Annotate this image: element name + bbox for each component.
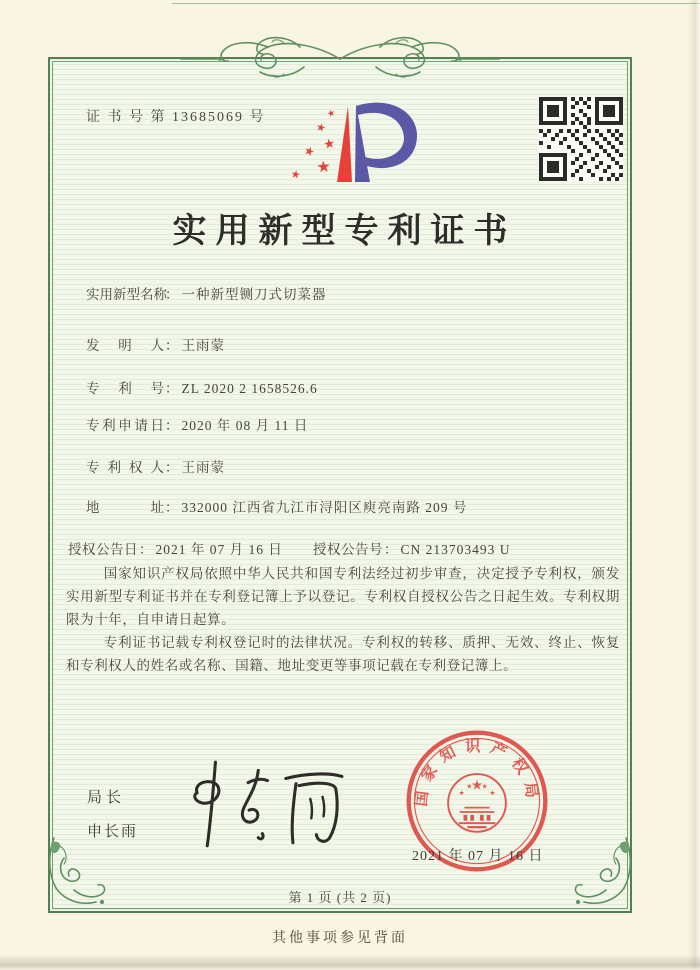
- field-label: 授权公告日: [68, 542, 138, 557]
- svg-text:★: ★: [322, 136, 337, 153]
- national-emblem-icon: [448, 774, 506, 832]
- field-colon: ：: [165, 500, 179, 515]
- top-flourish-ornament: [180, 34, 500, 84]
- svg-text:★: ★: [466, 782, 473, 791]
- field-value: 332000 江西省九江市浔阳区庾亮南路 209 号: [181, 500, 468, 515]
- logo-stars: [290, 108, 337, 182]
- field-row: [86, 496, 467, 516]
- field-colon: ：: [165, 381, 179, 396]
- logo-p-emblem: [337, 103, 417, 182]
- field-label: 专利号: [86, 381, 164, 396]
- body-paragraph: 国家知识产权局依照中华人民共和国专利法经过初步审查，决定授予专利权，颁发实用新型专利证书并在专利登记簿上予以登记。专利权自授权公告之日起生效。专利权期限为十年，自申请日起算。: [66, 566, 620, 627]
- certificate-title: 实用新型专利证书: [172, 213, 517, 250]
- field-label: 实用新型名称: [86, 287, 167, 302]
- field-label: 专利权人: [86, 460, 164, 475]
- svg-text:★: ★: [458, 789, 465, 798]
- field-row: [86, 283, 327, 303]
- seal-date: 2021 年 07 月 16 日: [412, 849, 544, 864]
- svg-text:★: ★: [315, 156, 332, 177]
- field-label: 专利申请日: [86, 418, 164, 433]
- svg-text:★: ★: [314, 120, 328, 136]
- svg-text:★: ★: [301, 142, 317, 160]
- director-signature: [180, 752, 360, 854]
- paper-right-edge: [688, 0, 700, 970]
- qr-code: [539, 97, 623, 181]
- footer-note: 其他事项参见背面: [272, 931, 408, 946]
- director-name: 申长雨: [87, 824, 139, 840]
- cnipa-logo-icon: [282, 100, 432, 200]
- field-value: CN 213703493 U: [400, 542, 511, 557]
- field-value: 一种新型铡刀式切菜器: [181, 287, 327, 302]
- svg-text:★: ★: [289, 167, 302, 182]
- field-row: [86, 414, 308, 434]
- page-indicator: 第 1 页 (共 2 页): [288, 890, 392, 905]
- paper-bottom-edge: [0, 954, 700, 970]
- svg-text:★: ★: [481, 782, 488, 791]
- svg-text:★: ★: [489, 789, 496, 798]
- field-label: 授权公告号: [313, 542, 383, 557]
- field-label: 地址: [86, 500, 164, 515]
- field-value: 王雨蒙: [181, 460, 225, 475]
- field-value: ZL 2020 2 1658526.6: [181, 381, 318, 396]
- grant-number-field: [313, 538, 511, 558]
- grant-date-field: [68, 538, 283, 558]
- field-colon: ：: [165, 338, 179, 353]
- body-paragraph: 专利证书记载专利权登记时的法律状况。专利权的转移、质押、无效、终止、恢复和专利权人的姓名或名称、国籍、地址变更等事项记载在专利登记簿上。: [66, 635, 620, 673]
- paper-top-line: [172, 3, 700, 4]
- field-value: 王雨蒙: [181, 338, 225, 353]
- field-value: 2021 年 07 月 16 日: [155, 542, 283, 557]
- field-colon: ：: [165, 460, 179, 475]
- field-colon: ：: [384, 542, 398, 557]
- seal-ring-text: 国家知识产权局: [412, 738, 542, 808]
- field-row: [86, 334, 225, 354]
- director-title: 局长: [87, 790, 126, 806]
- certificate-number: 证 书 号 第 13685069 号: [86, 110, 266, 125]
- svg-text:★: ★: [470, 777, 484, 794]
- field-row: [86, 456, 225, 476]
- field-colon: ：: [165, 418, 179, 433]
- field-colon: ：: [165, 287, 179, 302]
- field-row: [86, 377, 318, 397]
- svg-text:★: ★: [325, 108, 337, 121]
- body-text: [66, 562, 620, 677]
- field-colon: ：: [139, 542, 153, 557]
- field-value: 2020 年 08 月 11 日: [181, 418, 309, 433]
- field-label: 发明人: [86, 338, 164, 353]
